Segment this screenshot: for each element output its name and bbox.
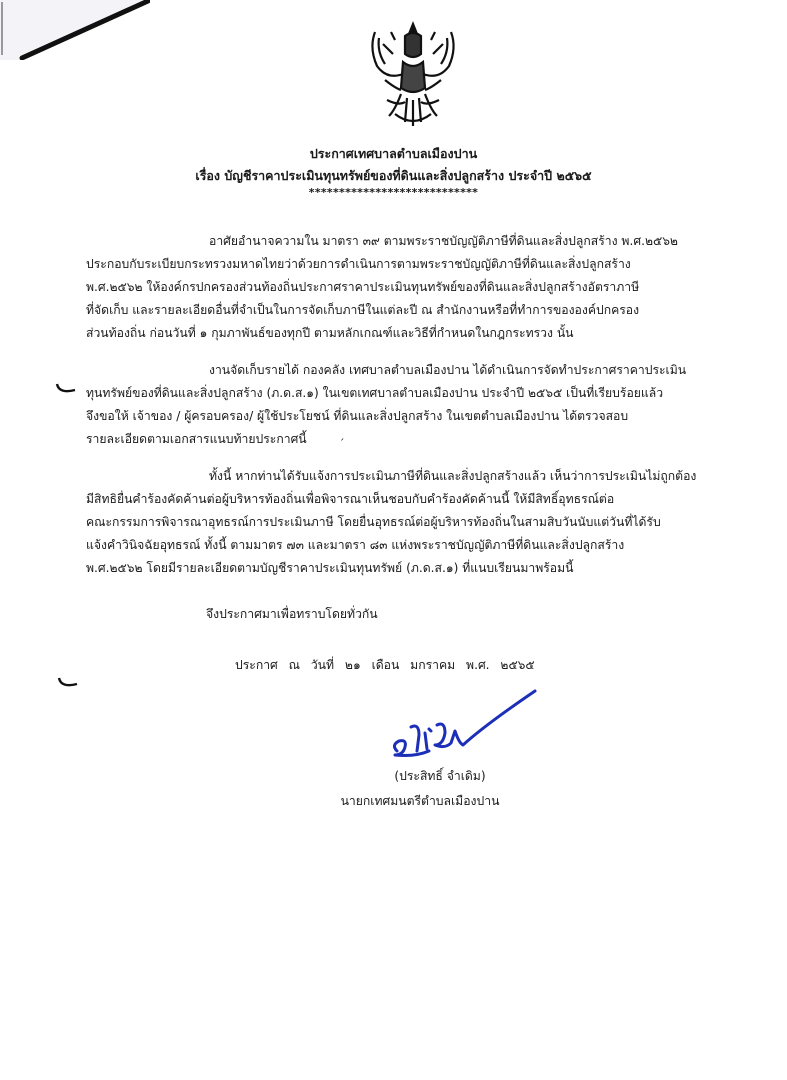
paragraph-line: ที่จัดเก็บ และรายละเอียดอื่นที่จำเป็นในการจัดเก็บภาษีในแต่ละปี ณ สำนักงานหรือที่ทำการขององค์ปกครอง: [86, 303, 640, 317]
paragraph-line: มีสิทธิยื่นคำร้องคัดค้านต่อผู้บริหารท้องถิ่นเพื่อพิจารณาเห็นชอบกับคำร้องคัดค้านนี้ ให้มีสิทธิ์อุทธรณ์ต่อ: [86, 492, 615, 506]
heading-separator: ****************************: [308, 186, 479, 199]
paragraph-line: งานจัดเก็บรายได้ กองคลัง เทศบาลตำบลเมืองปาน ได้ดำเนินการจัดทำประกาศราคาประเมิน: [209, 363, 687, 377]
signer-name: (ประสิทธิ์ จำเดิม): [394, 769, 486, 783]
punch-hole-mark: [55, 382, 77, 396]
paragraph-appeal-rights: [86, 465, 762, 580]
folded-corner-mark: [0, 0, 150, 60]
paragraph-line: ส่วนท้องถิ่น ก่อนวันที่ ๑ กุมภาพันธ์ของทุกปี ตามหลักเกณฑ์และวิธีที่กำหนดในกฎกระทรวง นั้น: [86, 326, 574, 340]
pen-mark: ˊ: [339, 437, 345, 450]
paragraph-line: ทั้งนี้ หากท่านได้รับแจ้งการประเมินภาษีที่ดินและสิ่งปลูกสร้างแล้ว เห็นว่าการประเมินไม่ถูกต้อง: [209, 469, 697, 483]
subject-heading: เรื่อง บัญชีราคาประเมินทุนทรัพย์ของที่ดินและสิ่งปลูกสร้าง ประจำปี ๒๕๖๕: [195, 168, 592, 183]
paragraph-announcement: [86, 359, 762, 451]
closing-statement: จึงประกาศมาเพื่อทราบโดยทั่วกัน: [206, 607, 378, 621]
signature-icon: [385, 685, 545, 765]
paragraph-line: แจ้งคำวินิจฉัยอุทธรณ์ ทั้งนี้ ตามมาตร ๗๓ และมาตรา ๘๓ แห่งพระราชบัญญัติภาษีที่ดินและสิ่งปลูกสร้าง: [86, 538, 625, 552]
paragraph-line: พ.ศ.๒๕๖๒ โดยมีรายละเอียดตามบัญชีราคาประเมินทุนทรัพย์ (ภ.ด.ส.๑) ที่แนบเรียนมาพร้อมนี้: [86, 561, 574, 575]
signer-title: นายกเทศมนตรีตำบลเมืองปาน: [340, 794, 500, 808]
paragraph-line: อาศัยอำนาจความใน มาตรา ๓๙ ตามพระราชบัญญัติภาษีที่ดินและสิ่งปลูกสร้าง พ.ศ.๒๕๖๒: [209, 234, 678, 248]
paragraph-line: จึงขอให้ เจ้าของ / ผู้ครอบครอง/ ผู้ใช้ประโยชน์ ที่ดินและสิ่งปลูกสร้าง ในเขตตำบลเมืองปาน ได้ตรวจสอบ: [86, 409, 629, 423]
punch-hole-mark: [57, 676, 79, 690]
garuda-emblem-icon: [365, 18, 461, 130]
announcement-date: ประกาศ ณ วันที่ ๒๑ เดือน มกราคม พ.ศ. ๒๕๖๕: [235, 658, 535, 672]
paragraph-legal-basis: [86, 230, 762, 345]
paragraph-line: ประกอบกับระเบียบกระทรวงมหาดไทยว่าด้วยการดำเนินการตามพระราชบัญญัติภาษีที่ดินและสิ่งปลูกสร้าง: [86, 257, 631, 271]
issuer-heading: ประกาศเทศบาลตำบลเมืองปาน: [309, 146, 478, 161]
paragraph-line: รายละเอียดตามเอกสารแนบท้ายประกาศนี้: [86, 432, 307, 446]
paragraph-line: คณะกรรมการพิจารณาอุทธรณ์การประเมินภาษี โดยยื่นอุทธรณ์ต่อผู้บริหารท้องถิ่นในสามสิบวันนับแต่วันที่ได้รับ: [86, 515, 661, 529]
paragraph-line: พ.ศ.๒๕๖๒ ให้องค์กรปกครองส่วนท้องถิ่นประกาศราคาประเมินทุนทรัพย์ของที่ดินและสิ่งปลูกสร้างอัตราภาษี: [86, 280, 640, 294]
paragraph-line: ทุนทรัพย์ของที่ดินและสิ่งปลูกสร้าง (ภ.ด.ส.๑) ในเขตเทศบาลตำบลเมืองปาน ประจำปี ๒๕๖๕ เป็นที่เรียบร้อยแล้ว: [86, 386, 664, 400]
